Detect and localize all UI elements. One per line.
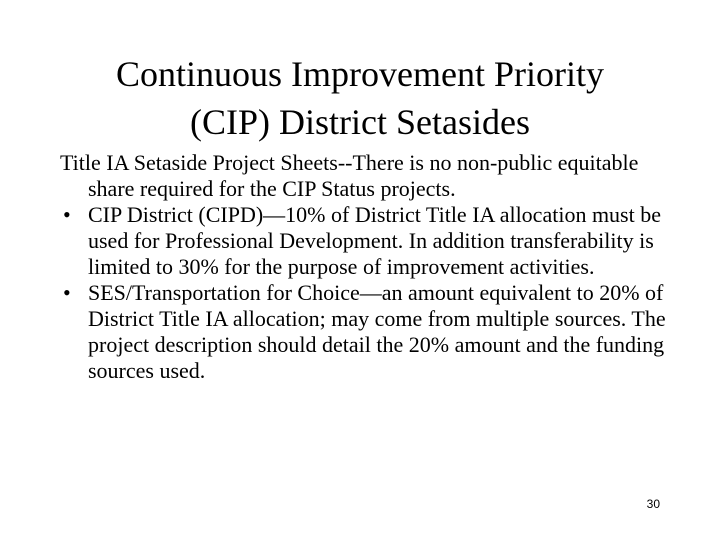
bullet-text: CIP District (CIPD)—10% of District Title IA allocation must be used for Professional Development. In addition transferability is limited to 30% for the purpose of improvement activities. (88, 202, 661, 279)
slide-title-line-1: Continuous Improvement Priority (116, 54, 604, 94)
page-number: 30 (646, 497, 660, 511)
bullet-text: SES/Transportation for Choice—an amount equivalent to 20% of District Title IA allocation; may come from multiple sources. The project description should detail the 20% amount and the funding sources used. (88, 280, 666, 383)
bullet-list (60, 202, 680, 384)
slide-title (60, 50, 660, 146)
slide-title-line-2: (CIP) District Setasides (190, 102, 530, 142)
bullet-item-ses-transportation (60, 280, 680, 384)
slide-body (60, 150, 680, 384)
bullet-item-cipd (60, 202, 680, 280)
bullet-marker: • (63, 202, 71, 227)
bullet-marker: • (63, 280, 71, 305)
intro-paragraph: Title IA Setaside Project Sheets--There is no non-public equitable share required for the CIP Status projects. (60, 150, 639, 201)
